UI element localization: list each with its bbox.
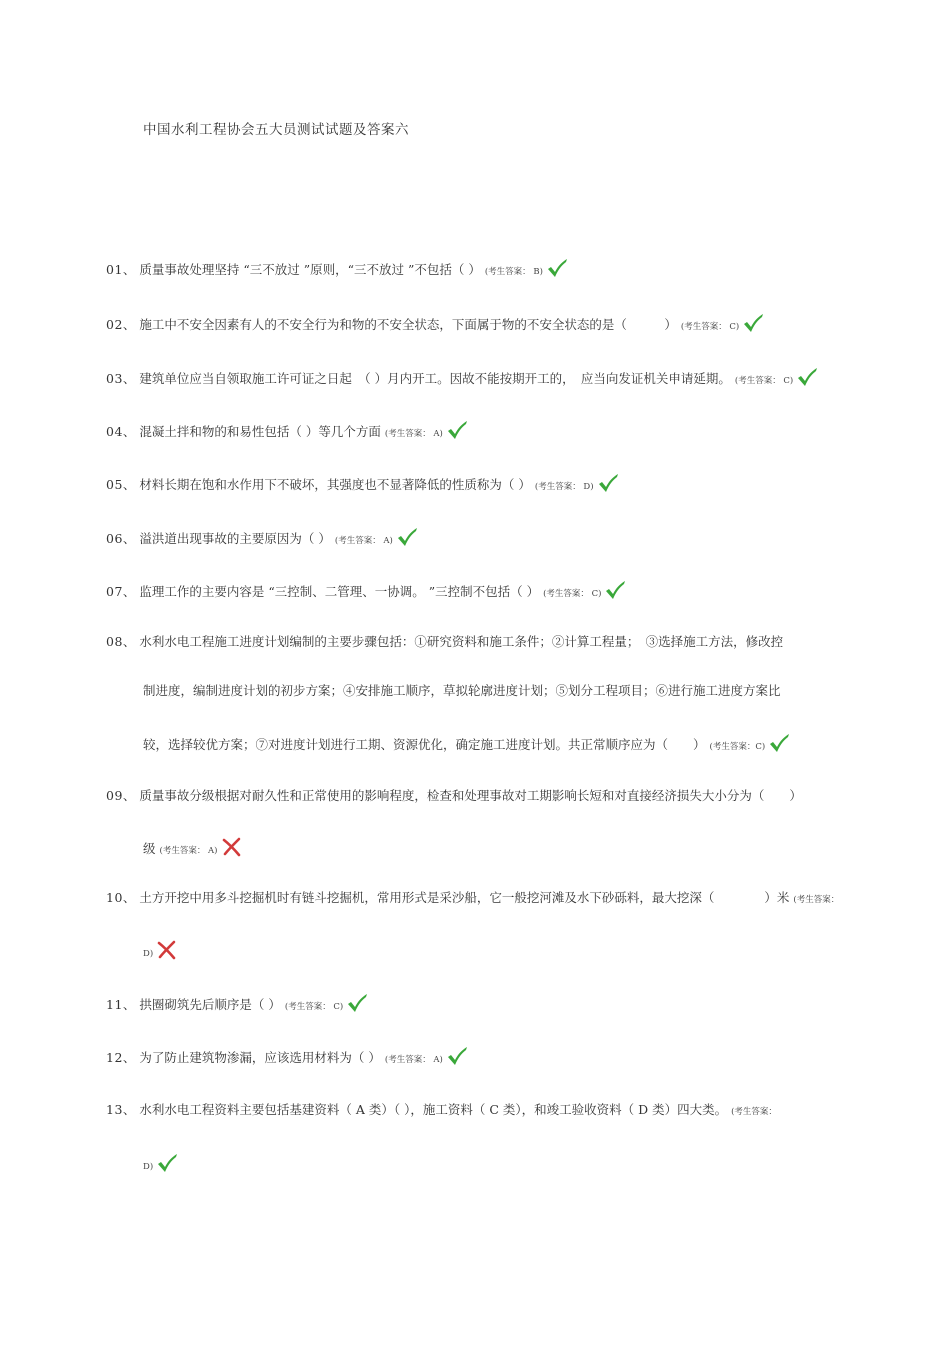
- question-line: [106, 1100, 777, 1122]
- question-number: 09: [106, 788, 123, 803]
- question-line: [143, 837, 243, 859]
- question-line: [106, 473, 619, 495]
- question-separator: 、: [122, 424, 140, 439]
- student-answer: (考生答案： C): [284, 1002, 344, 1012]
- question-number: 08: [106, 634, 123, 649]
- question-separator: 、: [122, 788, 140, 803]
- question-line: [106, 888, 839, 910]
- question-separator: 、: [122, 997, 140, 1012]
- check-icon: [546, 258, 568, 284]
- question-line: [143, 733, 790, 755]
- student-answer: D): [143, 949, 154, 959]
- page-title: 中国水利工程协会五大员测试试题及答案六: [143, 122, 409, 138]
- question-text: 建筑单位应当自领取施工许可证之日起 （ ）月内开工。因故不能按期开工的， 应当向发证机关申请延期。: [139, 371, 731, 386]
- question-number: 10: [106, 890, 123, 905]
- question-line: [106, 1046, 468, 1068]
- student-answer: (考生答案： B): [484, 267, 543, 277]
- check-icon: [796, 367, 818, 393]
- question-line: [106, 580, 626, 602]
- question-line: [106, 786, 802, 808]
- question-text: 较，选择较优方案；⑦对进度计划进行工期、资源优化，确定施工进度计划。共正常顺序应为（ ）: [143, 737, 706, 752]
- question-separator: 、: [122, 1050, 140, 1065]
- student-answer: (考生答案：C): [709, 742, 766, 752]
- check-icon: [742, 313, 764, 339]
- question-line: [106, 993, 368, 1015]
- question-number: 01: [106, 262, 123, 277]
- question-text: 监理工作的主要内容是 “三控制、二管理、一协调。 ”三控制不包括（ ）: [139, 584, 540, 599]
- question-number: 03: [106, 371, 123, 386]
- question-separator: 、: [122, 477, 140, 492]
- check-icon: [396, 527, 418, 553]
- question-text: 制进度，编制进度计划的初步方案；④安排施工顺序，草拟轮廓进度计划；⑤划分工程项目；⑥进行施工进度方案比: [143, 683, 781, 698]
- question-text: 水利水电工程资料主要包括基建资料（ A 类）（ ），施工资料（ C 类），和竣工验收资料（ D 类）四大类。: [139, 1102, 728, 1117]
- check-icon: [346, 993, 368, 1019]
- question-text: 混凝土拌和物的和易性包括（ ）等几个方面: [139, 424, 381, 439]
- student-answer: (考生答案： A): [384, 429, 443, 439]
- student-answer: (考生答案： C): [680, 322, 740, 332]
- question-separator: 、: [122, 371, 140, 386]
- cross-icon: [221, 837, 243, 863]
- question-text: 级: [143, 841, 156, 856]
- question-line: [106, 527, 418, 549]
- question-number: 11: [106, 997, 123, 1012]
- question-text: 为了防止建筑物渗漏，应该选用材料为（ ）: [139, 1050, 381, 1065]
- question-line: [143, 1153, 178, 1175]
- question-separator: 、: [122, 584, 140, 599]
- question-separator: 、: [122, 1102, 140, 1117]
- student-answer: (考生答案： C): [543, 589, 602, 599]
- check-icon: [446, 1046, 468, 1072]
- answer-label: (考生答案：: [731, 1107, 777, 1117]
- check-icon: [597, 473, 619, 499]
- question-line: [106, 367, 818, 389]
- question-line: [143, 681, 781, 703]
- check-icon: [604, 580, 626, 606]
- answer-label: (考生答案：: [793, 895, 840, 905]
- check-icon: [768, 733, 790, 759]
- question-number: 06: [106, 531, 123, 546]
- student-answer: D): [143, 1162, 154, 1172]
- question-line: [106, 632, 783, 654]
- cross-icon: [156, 940, 178, 966]
- question-text: 水利水电工程施工进度计划编制的主要步骤包括：①研究资料和施工条件；②计算工程量； ③选择施工方法，修改控: [139, 634, 784, 649]
- question-line: [106, 313, 764, 335]
- student-answer: (考生答案： D): [534, 482, 594, 492]
- question-number: 12: [106, 1050, 123, 1065]
- question-text: 拱圈砌筑先后顺序是（ ）: [139, 997, 281, 1012]
- question-text: 土方开挖中用多斗挖掘机时有链斗挖掘机，常用形式是采沙船，它一般挖河滩及水下砂砾料，最大挖深（ ）米: [139, 890, 790, 905]
- question-separator: 、: [122, 634, 140, 649]
- question-separator: 、: [122, 262, 140, 277]
- student-answer: (考生答案： A): [159, 846, 218, 856]
- question-text: 溢洪道出现事故的主要原因为（ ）: [139, 531, 331, 546]
- question-number: 05: [106, 477, 123, 492]
- question-number: 07: [106, 584, 123, 599]
- question-line: [143, 940, 178, 962]
- student-answer: (考生答案： C): [734, 376, 794, 386]
- question-text: 质量事故分级根据对耐久性和正常使用的影响程度，检查和处理事故对工期影响长短和对直接经济损失大小分为（ ）: [139, 788, 802, 803]
- question-line: [106, 258, 568, 280]
- question-separator: 、: [122, 317, 140, 332]
- question-text: 材料长期在饱和水作用下不破坏，其强度也不显著降低的性质称为（ ）: [139, 477, 531, 492]
- question-number: 02: [106, 317, 123, 332]
- question-separator: 、: [122, 531, 140, 546]
- student-answer: (考生答案： A): [384, 1055, 443, 1065]
- question-text: 质量事故处理坚持 “三不放过 ”原则，“三不放过 ”不包括（ ）: [139, 262, 481, 277]
- question-separator: 、: [122, 890, 140, 905]
- question-number: 04: [106, 424, 123, 439]
- check-icon: [156, 1153, 178, 1179]
- check-icon: [446, 420, 468, 446]
- student-answer: (考生答案： A): [334, 536, 393, 546]
- question-text: 施工中不安全因素有人的不安全行为和物的不安全状态，下面属于物的不安全状态的是（ ）: [139, 317, 677, 332]
- question-line: [106, 420, 468, 442]
- question-number: 13: [106, 1102, 123, 1117]
